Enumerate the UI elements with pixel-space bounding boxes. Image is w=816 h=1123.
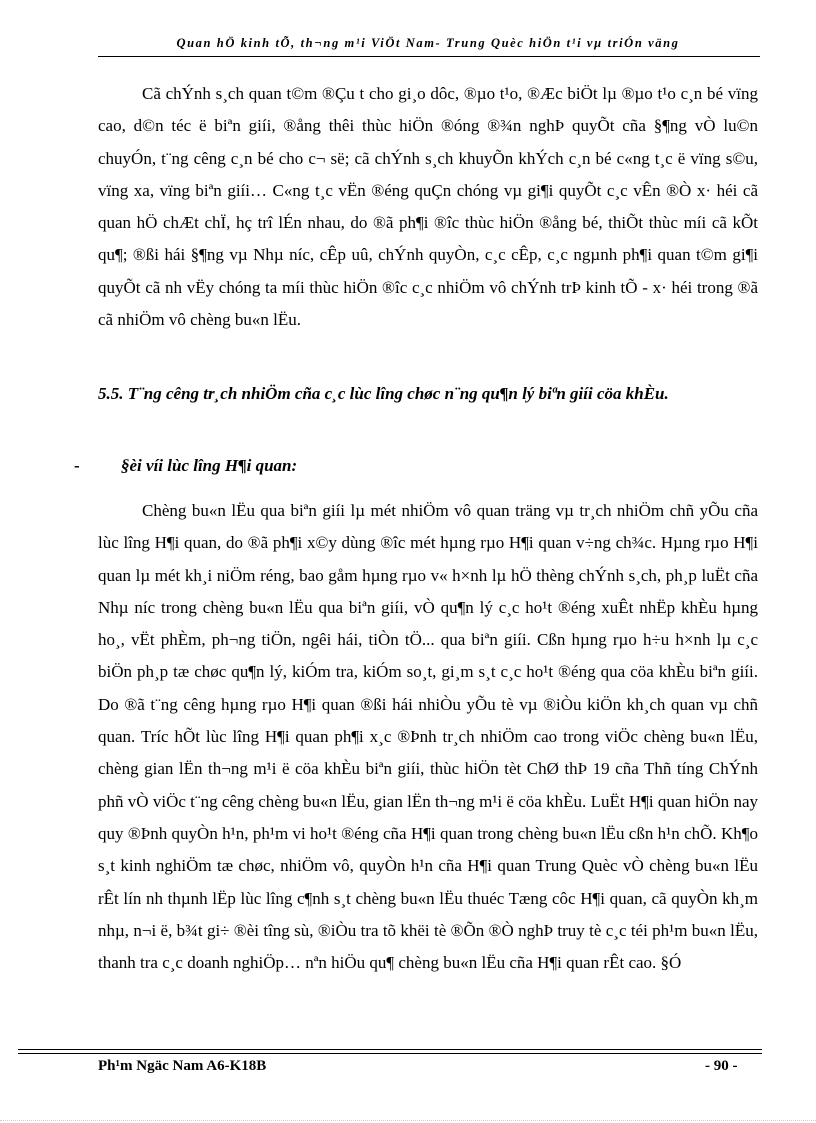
page-edge-line [0, 1120, 816, 1121]
header-rule [98, 56, 760, 57]
footer-rule [18, 1053, 762, 1054]
section-heading: 5.5. T¨ng cêng tr¸ch nhiÖm cña c¸c lùc lîng chøc n¨ng qu¶n lý biªn giíi cöa khÈu. [98, 384, 669, 403]
running-header: Quan hÖ kinh tÕ, th¬ng m¹i ViÖt Nam- Trung Quèc hiÖn t¹i vµ triÓn väng [176, 36, 680, 50]
bullet-dash: - [74, 456, 80, 475]
page-number: - 90 - [705, 1058, 738, 1074]
body-paragraph: Cã chÝnh s¸ch quan t©m ®Çu t cho gi¸o dôc, ®µo t¹o, ®Æc biÖt lµ ®µo t¹o c¸n bé vïng cao, d©n téc ë biªn giíi, ®ång thêi thùc hiÖn ®óng ®¾n nghÞ quyÕt cña §¶ng vÒ lu©n chuyÓn, t¨ng cêng c¸n bé cho c¬ së; cã chÝnh s¸ch khuyÕn khÝch c¸n bé c«ng t¸c ë vïng s©u, vïng xa, vïng biªn giíi… C«ng t¸c vËn ®éng quÇn chóng vµ gi¶i quyÕt c¸c vÊn ®Ò x· héi cã quan hÖ chÆt chÏ, hç trî lÉn nhau, do ®ã ph¶i ®îc thùc hiÖn ®ång bé, thiÕt thùc míi cã kÕt qu¶; ®ßi hái §¶ng vµ Nhµ níc, cÊp uû, chÝnh quyÒn, c¸c cÊp, c¸c ngµnh ph¶i quan t©m gi¶i quyÕt cã nh vËy chóng ta míi thùc hiÖn ®îc c¸c nhiÖm vô chÝnh trÞ kinh tÕ - x· héi trong ®ã cã nhiÖm vô chèng bu«n lËu. [98, 84, 758, 330]
footer-rule [18, 1049, 762, 1050]
bullet-text: §èi víi lùc lîng H¶i quan: [121, 456, 298, 475]
bullet-item [74, 456, 297, 476]
footer-author: Ph¹m Ngäc Nam A6-K18B [98, 1058, 267, 1074]
body-paragraph: Chèng bu«n lËu qua biªn giíi lµ mét nhiÖm vô quan träng vµ tr¸ch nhiÖm chñ yÕu cña lùc lîng H¶i quan, do ®ã ph¶i x©y dùng ®îc mét hµng rµo H¶i quan v÷ng ch¾c. Hµng rµo H¶i quan lµ mét kh¸i niÖm réng, bao gåm hµng rµo v« h×nh lµ hÖ thèng chÝnh s¸ch, ph¸p luËt cña Nhµ níc trong chèng bu«n lËu qua biªn giíi, vÒ qu¶n lý c¸c ho¹t ®éng xuÊt nhËp khÈu hµng ho¸, vËt phÈm, ph¬ng tiÖn, ngêi hái, tiÒn tÖ... qua biªn giíi. Cßn hµng rµo h÷u h×nh lµ c¸c biÖn ph¸p tæ chøc qu¶n lý, kiÓm tra, kiÓm so¸t, gi¸m s¸t c¸c ho¹t ®éng qua cöa khÈu biªn giíi. Do ®ã t¨ng cêng hµng rµo H¶i quan ®ßi hái nhiÒu yÕu tè vµ ®iÒu kiÖn kh¸ch quan vµ chñ quan. Tríc hÕt lùc lîng H¶i quan ph¶i x¸c ®Þnh tr¸ch nhiÖm cao trong viÖc chèng bu«n lËu, chèng gian lËn th¬ng m¹i ë cöa khÈu biªn giíi, thùc hiÖn tèt ChØ thÞ 19 cña Thñ tíng ChÝnh phñ vÒ viÖc t¨ng cêng chèng bu«n lËu, gian lËn th¬ng m¹i ë cöa khÈu. LuËt H¶i quan hiÖn nay quy ®Þnh quyÒn h¹n, ph¹m vi ho¹t ®éng cña H¶i quan trong chèng bu«n lËu cßn h¹n chÕ. Kh¶o s¸t kinh nghiÖm tæ chøc, nhiÖm vô, quyÒn h¹n cña H¶i quan Trung Quèc vÒ chèng bu«n lËu rÊt lín nh thµnh lËp lùc lîng c¶nh s¸t chèng bu«n lËu thuéc Tæng côc H¶i quan, cã quyÒn kh¸m nhµ, n¬i ë, b¾t gi÷ ®èi tîng sù, ®iÒu tra tõ khëi tè ®Õn ®Ò nghÞ truy tè c¸c téi ph¹m bu«n lËu, thanh tra c¸c doanh nghiÖp… nªn hiÖu qu¶ chèng bu«n lËu cña H¶i quan rÊt cao. §Ó [98, 501, 758, 973]
